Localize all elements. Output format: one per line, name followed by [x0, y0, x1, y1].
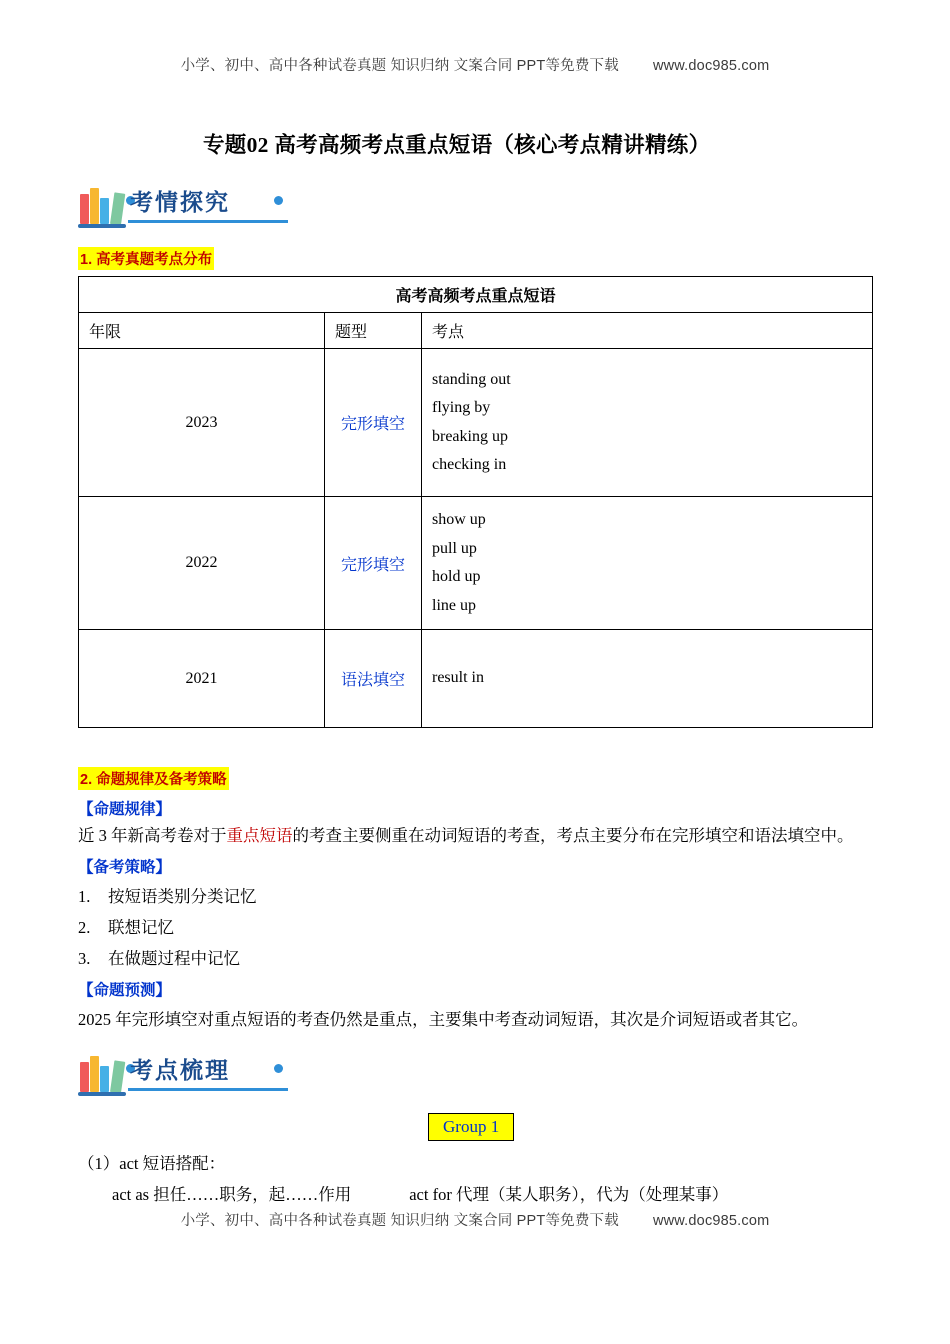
list-item-2-text: 联想记忆 — [108, 918, 174, 937]
point-item: checking in — [432, 456, 507, 473]
banner-label-exam-research: 考情探究 — [130, 189, 230, 215]
group-badge: Group 1 — [428, 1113, 514, 1141]
table-header-row — [79, 313, 873, 349]
rule-text-highlight: 重点短语 — [226, 826, 293, 845]
footer-watermark-text: 小学、初中、高中各种试卷真题 知识归纳 文案合同 PPT等免费下载 — [180, 1213, 619, 1229]
list-item-1-text: 按短语类别分类记忆 — [108, 887, 257, 906]
table-title-row — [79, 277, 873, 313]
table-title: 高考高频考点重点短语 — [79, 277, 873, 313]
banner-label-point-review: 考点梳理 — [130, 1057, 230, 1083]
cell-type-2021: 语法填空 — [325, 630, 422, 728]
cell-year-2023: 2023 — [79, 349, 325, 497]
header-watermark — [0, 54, 950, 75]
label-prep-strategy-text: 【备考策略】 — [78, 859, 172, 876]
exam-points-table — [78, 276, 873, 728]
cell-year-2021: 2021 — [79, 630, 325, 728]
point-item: breaking up — [432, 427, 508, 445]
paragraph-forecast: 2025 年完形填空对重点短语的考查仍然是重点，主要集中考查动词短语，其次是介词短语或者其它。 — [78, 1010, 809, 1029]
table-row — [79, 630, 873, 728]
label-proposition-rule-text: 【命题规律】 — [78, 801, 172, 818]
list-item-3-text: 在做题过程中记忆 — [108, 949, 240, 968]
label-proposition-rule — [78, 797, 171, 822]
list-item-3 — [78, 947, 240, 972]
banner-dot-right-icon — [274, 1064, 283, 1073]
point-item: pull up — [432, 539, 477, 557]
banner-dot-right-icon — [274, 196, 283, 205]
banner-underline — [128, 1088, 288, 1091]
point-item: hold up — [432, 568, 481, 585]
rule-text-post: 的考查主要侧重在动词短语的考查，考点主要分布在完形填空和语法填空中。 — [292, 826, 854, 845]
header-watermark-site: www.doc985.com — [652, 58, 770, 74]
heading-rules-strategy: 2. 命题规律及备考策略 — [78, 767, 229, 790]
point-item: standing out — [432, 370, 511, 388]
footer-watermark — [0, 1209, 950, 1230]
books-icon — [78, 1050, 130, 1096]
act-phrase-heading: （1）act 短语搭配： — [78, 1154, 226, 1173]
act-phrase-left: act as 担任……职务，起……作用 — [112, 1185, 352, 1204]
point-item: show up — [432, 511, 486, 528]
label-forecast-text: 【命题预测】 — [78, 982, 172, 999]
footer-watermark-site: www.doc985.com — [652, 1213, 770, 1229]
cell-type-2022: 完形填空 — [325, 497, 422, 630]
label-prep-strategy — [78, 855, 171, 880]
page-title: 专题02 高考高频考点重点短语（核心考点精讲精练） — [203, 133, 711, 157]
column-header-points: 考点 — [422, 313, 873, 349]
cell-type-2023: 完形填空 — [325, 349, 422, 497]
list-item-3-number: 3. — [78, 949, 91, 968]
label-forecast — [78, 978, 171, 1003]
list-item-2 — [78, 916, 174, 941]
point-item: flying by — [432, 399, 491, 416]
books-icon — [78, 182, 130, 228]
cell-points-2022 — [422, 497, 873, 630]
table-row — [79, 497, 873, 630]
rule-text-pre: 近 3 年新高考卷对于 — [78, 826, 227, 845]
cell-points-2023 — [422, 349, 873, 497]
point-item: result in — [432, 669, 484, 687]
act-phrase-right: act for 代理（某人职务），代为（处理某事） — [409, 1185, 729, 1204]
list-item-1 — [78, 885, 257, 910]
list-item-2-number: 2. — [78, 918, 91, 937]
act-phrase-row — [112, 1183, 728, 1208]
table-row — [79, 349, 873, 497]
header-watermark-text: 小学、初中、高中各种试卷真题 知识归纳 文案合同 PPT等免费下载 — [180, 58, 619, 74]
paragraph-proposition-rule — [78, 824, 854, 849]
cell-year-2022: 2022 — [79, 497, 325, 630]
list-item-1-number: 1. — [78, 887, 91, 906]
column-header-year: 年限 — [79, 313, 325, 349]
column-header-type: 题型 — [325, 313, 422, 349]
banner-underline — [128, 220, 288, 223]
heading-exam-distribution: 1. 高考真题考点分布 — [78, 247, 214, 270]
cell-points-2021 — [422, 630, 873, 728]
point-item: line up — [432, 596, 476, 614]
